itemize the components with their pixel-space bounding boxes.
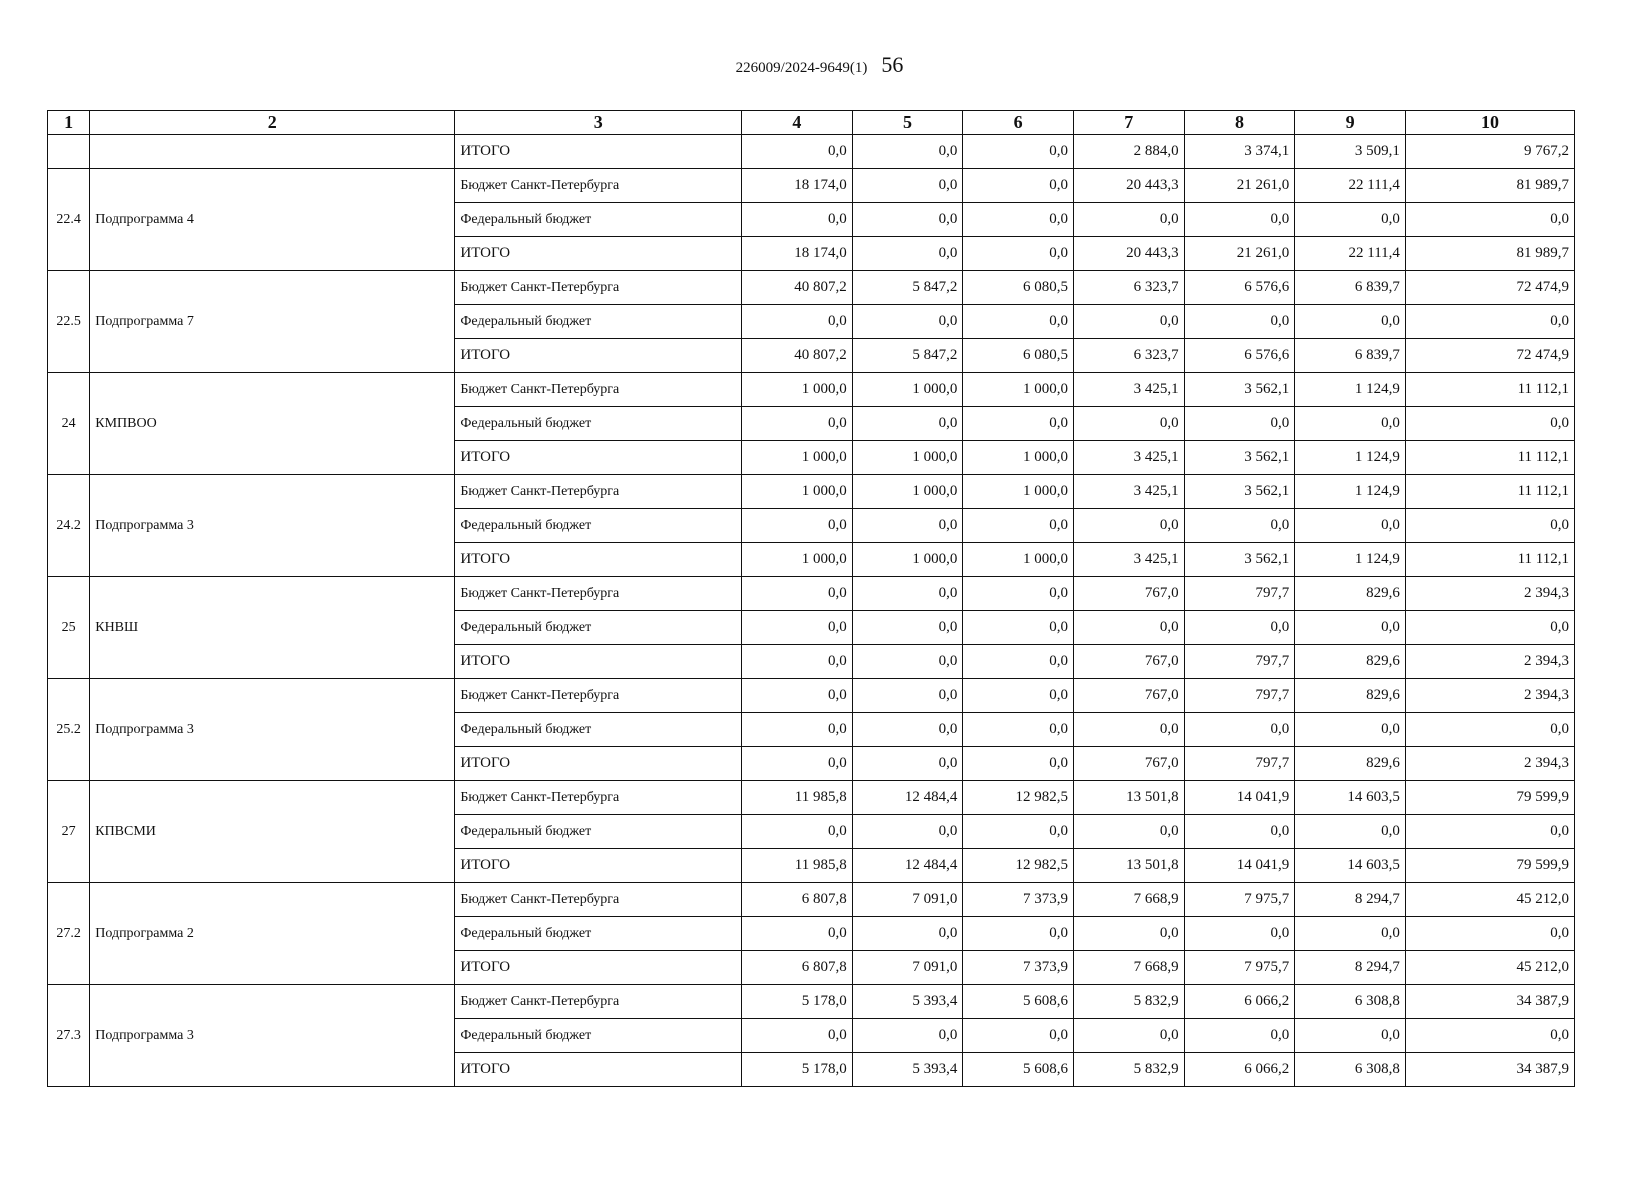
value-cell: 0,0	[852, 509, 963, 543]
value-cell: 0,0	[852, 169, 963, 203]
value-cell: 8 294,7	[1295, 883, 1406, 917]
value-cell: 11 112,1	[1405, 475, 1574, 509]
value-cell: 7 668,9	[1073, 883, 1184, 917]
value-cell: 5 608,6	[963, 985, 1074, 1019]
source-cell: Федеральный бюджет	[455, 509, 742, 543]
column-number-row	[48, 111, 1575, 135]
value-cell: 0,0	[1405, 407, 1574, 441]
value-cell: 7 373,9	[963, 883, 1074, 917]
value-cell: 3 562,1	[1184, 441, 1295, 475]
value-cell: 829,6	[1295, 645, 1406, 679]
value-cell: 0,0	[963, 1019, 1074, 1053]
source-cell: Бюджет Санкт-Петербурга	[455, 679, 742, 713]
value-cell: 14 041,9	[1184, 849, 1295, 883]
value-cell: 3 425,1	[1073, 475, 1184, 509]
value-cell: 81 989,7	[1405, 169, 1574, 203]
value-cell: 0,0	[1073, 1019, 1184, 1053]
value-cell: 0,0	[963, 611, 1074, 645]
value-cell: 2 394,3	[1405, 679, 1574, 713]
table-row	[48, 475, 1575, 509]
value-cell: 6 807,8	[742, 951, 853, 985]
source-cell: Федеральный бюджет	[455, 815, 742, 849]
value-cell: 829,6	[1295, 577, 1406, 611]
value-cell: 767,0	[1073, 679, 1184, 713]
value-cell: 0,0	[1184, 305, 1295, 339]
row-code: 25	[48, 577, 90, 679]
value-cell: 12 484,4	[852, 781, 963, 815]
value-cell: 0,0	[1184, 509, 1295, 543]
value-cell: 6 807,8	[742, 883, 853, 917]
value-cell: 0,0	[852, 815, 963, 849]
table-row	[48, 781, 1575, 815]
source-cell: Федеральный бюджет	[455, 713, 742, 747]
row-code: 22.5	[48, 271, 90, 373]
value-cell: 79 599,9	[1405, 849, 1574, 883]
row-code: 22.4	[48, 169, 90, 271]
value-cell: 0,0	[1184, 815, 1295, 849]
value-cell: 0,0	[963, 679, 1074, 713]
source-cell: ИТОГО	[455, 543, 742, 577]
value-cell: 1 000,0	[742, 543, 853, 577]
value-cell: 0,0	[852, 577, 963, 611]
value-cell: 0,0	[1405, 713, 1574, 747]
column-header: 7	[1073, 111, 1184, 135]
value-cell: 1 124,9	[1295, 441, 1406, 475]
source-cell: Федеральный бюджет	[455, 305, 742, 339]
value-cell: 8 294,7	[1295, 951, 1406, 985]
value-cell: 13 501,8	[1073, 781, 1184, 815]
value-cell: 6 066,2	[1184, 1053, 1295, 1087]
value-cell: 0,0	[1295, 815, 1406, 849]
value-cell: 20 443,3	[1073, 237, 1184, 271]
value-cell: 5 178,0	[742, 1053, 853, 1087]
value-cell: 0,0	[742, 611, 853, 645]
value-cell: 0,0	[963, 645, 1074, 679]
value-cell: 0,0	[1184, 1019, 1295, 1053]
value-cell: 0,0	[1295, 917, 1406, 951]
value-cell: 7 668,9	[1073, 951, 1184, 985]
value-cell: 79 599,9	[1405, 781, 1574, 815]
value-cell: 3 562,1	[1184, 475, 1295, 509]
value-cell: 0,0	[852, 135, 963, 169]
value-cell: 3 374,1	[1184, 135, 1295, 169]
value-cell: 0,0	[852, 611, 963, 645]
value-cell: 22 111,4	[1295, 169, 1406, 203]
value-cell: 5 847,2	[852, 271, 963, 305]
value-cell: 0,0	[1073, 509, 1184, 543]
row-name: КМПВОО	[90, 373, 455, 475]
value-cell: 0,0	[852, 713, 963, 747]
value-cell: 0,0	[1295, 509, 1406, 543]
value-cell: 829,6	[1295, 679, 1406, 713]
value-cell: 3 562,1	[1184, 543, 1295, 577]
value-cell: 1 124,9	[1295, 543, 1406, 577]
value-cell: 0,0	[1184, 203, 1295, 237]
value-cell: 0,0	[963, 407, 1074, 441]
value-cell: 5 178,0	[742, 985, 853, 1019]
value-cell: 0,0	[742, 509, 853, 543]
value-cell: 0,0	[1184, 407, 1295, 441]
value-cell: 14 603,5	[1295, 849, 1406, 883]
value-cell: 22 111,4	[1295, 237, 1406, 271]
value-cell: 0,0	[963, 169, 1074, 203]
column-header: 5	[852, 111, 963, 135]
value-cell: 0,0	[742, 679, 853, 713]
value-cell: 45 212,0	[1405, 883, 1574, 917]
value-cell: 0,0	[852, 679, 963, 713]
value-cell: 1 000,0	[742, 373, 853, 407]
source-cell: ИТОГО	[455, 747, 742, 781]
value-cell: 40 807,2	[742, 339, 853, 373]
value-cell: 0,0	[742, 747, 853, 781]
value-cell: 11 985,8	[742, 781, 853, 815]
source-cell: ИТОГО	[455, 237, 742, 271]
value-cell: 6 066,2	[1184, 985, 1295, 1019]
value-cell: 0,0	[1295, 305, 1406, 339]
value-cell: 81 989,7	[1405, 237, 1574, 271]
source-cell: Бюджет Санкт-Петербурга	[455, 985, 742, 1019]
value-cell: 0,0	[852, 203, 963, 237]
value-cell: 6 323,7	[1073, 339, 1184, 373]
value-cell: 0,0	[1405, 305, 1574, 339]
value-cell: 0,0	[1295, 1019, 1406, 1053]
page-number: 56	[881, 52, 904, 77]
value-cell: 0,0	[852, 237, 963, 271]
code-cell	[48, 135, 90, 169]
source-cell: ИТОГО	[455, 1053, 742, 1087]
value-cell: 0,0	[1405, 917, 1574, 951]
value-cell: 11 112,1	[1405, 373, 1574, 407]
value-cell: 34 387,9	[1405, 985, 1574, 1019]
value-cell: 1 124,9	[1295, 475, 1406, 509]
value-cell: 18 174,0	[742, 169, 853, 203]
value-cell: 7 373,9	[963, 951, 1074, 985]
row-name: Подпрограмма 7	[90, 271, 455, 373]
source-cell: Бюджет Санкт-Петербурга	[455, 883, 742, 917]
value-cell: 0,0	[1405, 611, 1574, 645]
document-header	[0, 52, 1639, 78]
value-cell: 7 091,0	[852, 951, 963, 985]
value-cell: 21 261,0	[1184, 237, 1295, 271]
value-cell: 1 000,0	[852, 543, 963, 577]
source-cell: Бюджет Санкт-Петербурга	[455, 475, 742, 509]
value-cell: 0,0	[852, 407, 963, 441]
value-cell: 797,7	[1184, 679, 1295, 713]
source-cell: Федеральный бюджет	[455, 203, 742, 237]
table-row	[48, 373, 1575, 407]
value-cell: 11 112,1	[1405, 441, 1574, 475]
value-cell: 3 509,1	[1295, 135, 1406, 169]
source-cell: Федеральный бюджет	[455, 917, 742, 951]
row-name: КНВШ	[90, 577, 455, 679]
value-cell: 1 000,0	[852, 441, 963, 475]
source-cell: Бюджет Санкт-Петербурга	[455, 577, 742, 611]
value-cell: 0,0	[742, 645, 853, 679]
value-cell: 0,0	[963, 747, 1074, 781]
row-code: 24	[48, 373, 90, 475]
value-cell: 1 000,0	[963, 475, 1074, 509]
value-cell: 0,0	[963, 815, 1074, 849]
value-cell: 0,0	[742, 1019, 853, 1053]
value-cell: 0,0	[1295, 407, 1406, 441]
value-cell: 11 112,1	[1405, 543, 1574, 577]
value-cell: 2 394,3	[1405, 645, 1574, 679]
value-cell: 767,0	[1073, 577, 1184, 611]
value-cell: 21 261,0	[1184, 169, 1295, 203]
value-cell: 5 832,9	[1073, 985, 1184, 1019]
value-cell: 7 975,7	[1184, 883, 1295, 917]
row-name: Подпрограмма 3	[90, 475, 455, 577]
value-cell: 2 394,3	[1405, 747, 1574, 781]
top-total-row	[48, 135, 1575, 169]
value-cell: 18 174,0	[742, 237, 853, 271]
source-cell: Бюджет Санкт-Петербурга	[455, 169, 742, 203]
value-cell: 0,0	[1073, 713, 1184, 747]
value-cell: 0,0	[1073, 203, 1184, 237]
value-cell: 3 425,1	[1073, 441, 1184, 475]
value-cell: 0,0	[1405, 1019, 1574, 1053]
value-cell: 0,0	[963, 305, 1074, 339]
source-cell: ИТОГО	[455, 645, 742, 679]
value-cell: 1 000,0	[852, 475, 963, 509]
value-cell: 6 080,5	[963, 339, 1074, 373]
column-header: 9	[1295, 111, 1406, 135]
value-cell: 5 393,4	[852, 985, 963, 1019]
value-cell: 1 124,9	[1295, 373, 1406, 407]
value-cell: 0,0	[1184, 713, 1295, 747]
value-cell: 0,0	[1073, 611, 1184, 645]
value-cell: 829,6	[1295, 747, 1406, 781]
value-cell: 0,0	[1184, 611, 1295, 645]
column-header: 1	[48, 111, 90, 135]
value-cell: 0,0	[963, 577, 1074, 611]
source-cell: Бюджет Санкт-Петербурга	[455, 781, 742, 815]
value-cell: 0,0	[852, 917, 963, 951]
row-code: 27.3	[48, 985, 90, 1087]
value-cell: 1 000,0	[963, 373, 1074, 407]
value-cell: 7 975,7	[1184, 951, 1295, 985]
value-cell: 0,0	[1295, 203, 1406, 237]
value-cell: 0,0	[852, 1019, 963, 1053]
column-header: 10	[1405, 111, 1574, 135]
value-cell: 767,0	[1073, 747, 1184, 781]
row-code: 27	[48, 781, 90, 883]
budget-table	[47, 110, 1575, 1087]
value-cell: 6 323,7	[1073, 271, 1184, 305]
value-cell: 6 576,6	[1184, 339, 1295, 373]
column-header: 3	[455, 111, 742, 135]
table-row	[48, 985, 1575, 1019]
value-cell: 0,0	[963, 713, 1074, 747]
value-cell: 0,0	[1405, 509, 1574, 543]
value-cell: 12 982,5	[963, 849, 1074, 883]
value-cell: 1 000,0	[963, 441, 1074, 475]
value-cell: 5 393,4	[852, 1053, 963, 1087]
value-cell: 40 807,2	[742, 271, 853, 305]
value-cell: 0,0	[742, 713, 853, 747]
row-code: 25.2	[48, 679, 90, 781]
value-cell: 5 608,6	[963, 1053, 1074, 1087]
value-cell: 0,0	[852, 305, 963, 339]
value-cell: 0,0	[742, 135, 853, 169]
row-name: Подпрограмма 4	[90, 169, 455, 271]
source-cell: ИТОГО	[455, 339, 742, 373]
source-cell: Бюджет Санкт-Петербурга	[455, 271, 742, 305]
value-cell: 0,0	[963, 917, 1074, 951]
table-row	[48, 679, 1575, 713]
value-cell: 6 839,7	[1295, 271, 1406, 305]
column-header: 6	[963, 111, 1074, 135]
value-cell: 2 884,0	[1073, 135, 1184, 169]
value-cell: 0,0	[1295, 611, 1406, 645]
value-cell: 0,0	[1073, 305, 1184, 339]
source-cell: ИТОГО	[455, 135, 742, 169]
row-name: КПВСМИ	[90, 781, 455, 883]
value-cell: 3 425,1	[1073, 373, 1184, 407]
value-cell: 0,0	[742, 815, 853, 849]
value-cell: 0,0	[963, 509, 1074, 543]
value-cell: 6 576,6	[1184, 271, 1295, 305]
value-cell: 0,0	[1405, 815, 1574, 849]
value-cell: 1 000,0	[742, 441, 853, 475]
value-cell: 0,0	[742, 577, 853, 611]
value-cell: 0,0	[1073, 917, 1184, 951]
value-cell: 6 080,5	[963, 271, 1074, 305]
row-name: Подпрограмма 3	[90, 985, 455, 1087]
value-cell: 6 308,8	[1295, 985, 1406, 1019]
value-cell: 797,7	[1184, 645, 1295, 679]
value-cell: 34 387,9	[1405, 1053, 1574, 1087]
document-number: 226009/2024-9649(1)	[735, 60, 868, 76]
value-cell: 11 985,8	[742, 849, 853, 883]
table-row	[48, 577, 1575, 611]
source-cell: Федеральный бюджет	[455, 407, 742, 441]
value-cell: 5 832,9	[1073, 1053, 1184, 1087]
source-cell: ИТОГО	[455, 951, 742, 985]
table-row	[48, 169, 1575, 203]
value-cell: 0,0	[852, 645, 963, 679]
value-cell: 0,0	[742, 305, 853, 339]
value-cell: 767,0	[1073, 645, 1184, 679]
table-row	[48, 883, 1575, 917]
source-cell: ИТОГО	[455, 849, 742, 883]
value-cell: 0,0	[1073, 815, 1184, 849]
value-cell: 5 847,2	[852, 339, 963, 373]
row-name: Подпрограмма 3	[90, 679, 455, 781]
value-cell: 0,0	[1295, 713, 1406, 747]
value-cell: 14 603,5	[1295, 781, 1406, 815]
value-cell: 9 767,2	[1405, 135, 1574, 169]
table-row	[48, 271, 1575, 305]
row-code: 24.2	[48, 475, 90, 577]
value-cell: 72 474,9	[1405, 339, 1574, 373]
value-cell: 0,0	[963, 135, 1074, 169]
value-cell: 0,0	[963, 203, 1074, 237]
value-cell: 1 000,0	[742, 475, 853, 509]
value-cell: 797,7	[1184, 747, 1295, 781]
value-cell: 7 091,0	[852, 883, 963, 917]
value-cell: 0,0	[1184, 917, 1295, 951]
value-cell: 0,0	[742, 407, 853, 441]
source-cell: Федеральный бюджет	[455, 1019, 742, 1053]
column-header: 4	[742, 111, 853, 135]
row-code: 27.2	[48, 883, 90, 985]
value-cell: 1 000,0	[852, 373, 963, 407]
value-cell: 6 308,8	[1295, 1053, 1406, 1087]
row-name: Подпрограмма 2	[90, 883, 455, 985]
value-cell: 72 474,9	[1405, 271, 1574, 305]
value-cell: 0,0	[1405, 203, 1574, 237]
value-cell: 797,7	[1184, 577, 1295, 611]
value-cell: 2 394,3	[1405, 577, 1574, 611]
value-cell: 0,0	[742, 917, 853, 951]
value-cell: 12 484,4	[852, 849, 963, 883]
source-cell: Федеральный бюджет	[455, 611, 742, 645]
value-cell: 45 212,0	[1405, 951, 1574, 985]
value-cell: 14 041,9	[1184, 781, 1295, 815]
value-cell: 6 839,7	[1295, 339, 1406, 373]
column-header: 2	[90, 111, 455, 135]
value-cell: 12 982,5	[963, 781, 1074, 815]
value-cell: 0,0	[742, 203, 853, 237]
value-cell: 13 501,8	[1073, 849, 1184, 883]
value-cell: 20 443,3	[1073, 169, 1184, 203]
name-cell	[90, 135, 455, 169]
source-cell: ИТОГО	[455, 441, 742, 475]
source-cell: Бюджет Санкт-Петербурга	[455, 373, 742, 407]
column-header: 8	[1184, 111, 1295, 135]
value-cell: 1 000,0	[963, 543, 1074, 577]
value-cell: 0,0	[1073, 407, 1184, 441]
value-cell: 3 425,1	[1073, 543, 1184, 577]
value-cell: 0,0	[963, 237, 1074, 271]
value-cell: 3 562,1	[1184, 373, 1295, 407]
value-cell: 0,0	[852, 747, 963, 781]
